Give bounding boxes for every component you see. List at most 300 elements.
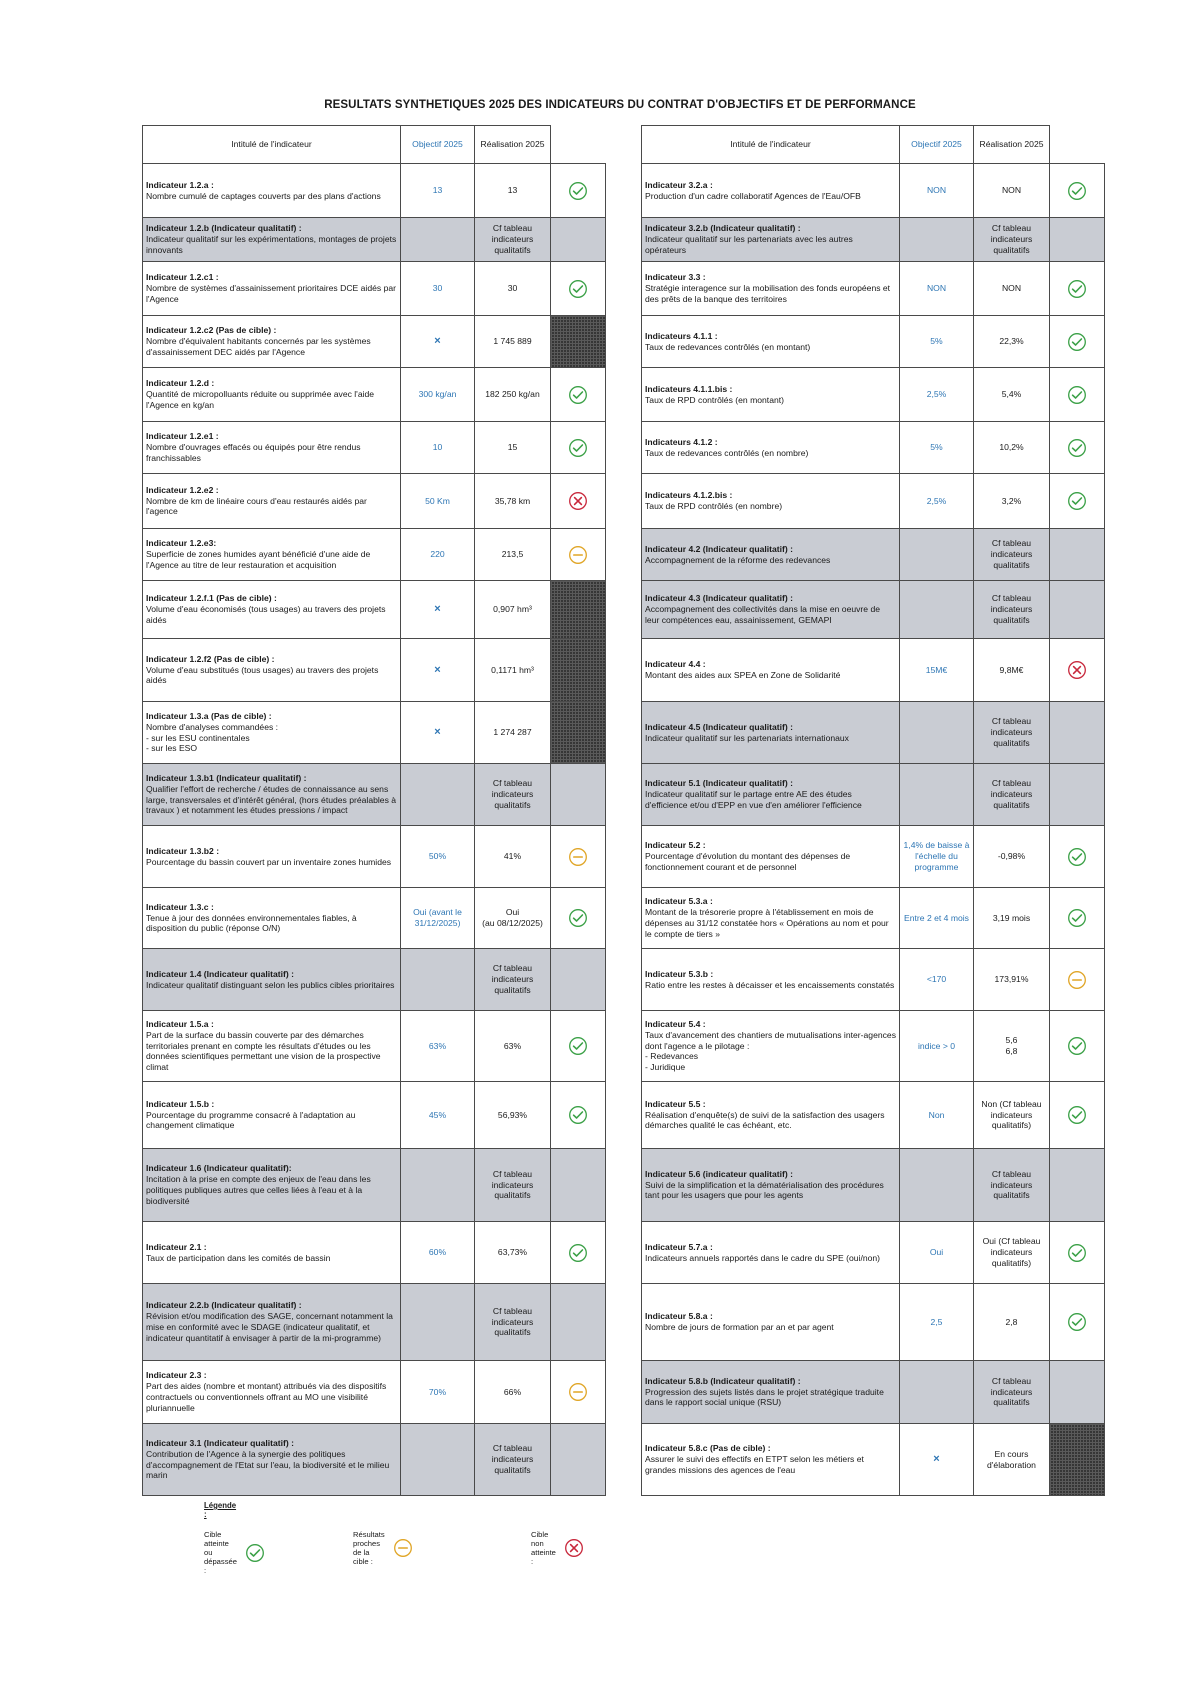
indicator-title: Indicateurs 4.1.1.bis : <box>645 383 733 394</box>
minus-circle-icon <box>552 545 604 565</box>
indicator-description: Pourcentage du programme consacré à l'adaptation au changement climatique <box>146 1109 356 1131</box>
indicator-title: Indicateur 1.6 (Indicateur qualitatif): <box>146 1163 292 1174</box>
indicator-description: Volume d'eau économisés (tous usages) au travers des projets aidés <box>146 604 386 625</box>
indicator-title: Indicateur 3.3 : <box>645 272 706 283</box>
indicator-cell <box>642 1149 900 1222</box>
objective-cell: 13 <box>401 164 475 218</box>
check-circle-icon <box>1051 332 1103 352</box>
table-header-row <box>642 126 1105 164</box>
table-row <box>642 888 1105 949</box>
indicator-description: Indicateur qualitatif sur les partenariats internationaux <box>645 732 849 743</box>
status-cell <box>551 1424 606 1496</box>
indicator-title: Indicateur 1.2.c1 : <box>146 272 219 283</box>
indicator-description: Suivi de la simplification et la dématérialisation des procédures tant pour les usagers que pour les agents <box>645 1179 884 1201</box>
cross-circle-icon <box>552 491 604 511</box>
status-cell <box>551 581 606 639</box>
indicator-description: Réalisation d'enquête(s) de suivi de la satisfaction des usagers démarches qualité le cas échéant, etc. <box>645 1109 885 1131</box>
legend-item-not-achieved <box>531 1530 584 1566</box>
indicator-cell <box>143 702 401 764</box>
status-cell <box>551 262 606 316</box>
realisation-cell: 3,2% <box>974 474 1050 529</box>
indicator-title: Indicateurs 4.1.2 : <box>645 436 718 447</box>
objective-cell: 300 kg/an <box>401 368 475 422</box>
table-row <box>143 639 606 702</box>
table-row <box>642 316 1105 368</box>
realisation-cell: Cf tableau indicateurs qualitatifs <box>974 702 1050 764</box>
table-row <box>642 529 1105 581</box>
status-cell <box>1050 316 1105 368</box>
objective-cell: 70% <box>401 1361 475 1424</box>
indicator-title: Indicateur 5.5 : <box>645 1098 706 1109</box>
check-circle-icon <box>552 1105 604 1125</box>
indicator-cell <box>642 826 900 888</box>
indicator-title: Indicateur 2.2.b (Indicateur qualitatif) : <box>146 1300 302 1311</box>
check-circle-icon <box>1051 181 1103 201</box>
indicator-title: Indicateur 1.2.d : <box>146 378 215 389</box>
indicator-title: Indicateur 1.2.f.1 (Pas de cible) : <box>146 593 277 604</box>
indicator-description: Part de la surface du bassin couverte par des démarches territoriales prenant en compte les résultats d'études ou les données scientifiques permettant une vision de la prospective climat <box>146 1029 381 1073</box>
status-cell <box>1050 218 1105 262</box>
status-cell <box>551 368 606 422</box>
indicator-description: Tenue à jour des données environnementales fiables, à disposition du public (réponse O/N) <box>146 912 357 934</box>
objective-cell: Oui <box>900 1222 974 1284</box>
status-cell <box>551 826 606 888</box>
table-row <box>642 164 1105 218</box>
indicator-cell <box>143 262 401 316</box>
indicator-description: Taux de redevances contrôlés (en nombre) <box>645 447 809 458</box>
table-row <box>143 888 606 949</box>
indicator-cell <box>143 764 401 826</box>
realisation-cell: 10,2% <box>974 422 1050 474</box>
check-circle-icon <box>1051 1105 1103 1125</box>
header-status <box>551 126 606 164</box>
status-cell <box>551 218 606 262</box>
indicator-title: Indicateur 1.2.c2 (Pas de cible) : <box>146 325 277 336</box>
indicator-title: Indicateur 5.2 : <box>645 840 706 851</box>
realisation-cell: NON <box>974 262 1050 316</box>
status-cell <box>1050 1011 1105 1082</box>
status-cell <box>551 1082 606 1149</box>
indicator-cell <box>642 422 900 474</box>
status-cell <box>551 764 606 826</box>
indicator-title: Indicateur 4.2 (Indicateur qualitatif) : <box>645 543 794 554</box>
table-row <box>143 368 606 422</box>
indicator-title: Indicateur 5.8.b (Indicateur qualitatif) : <box>645 1375 801 1386</box>
objective-cell: NON <box>900 262 974 316</box>
minus-circle-icon <box>552 847 604 867</box>
check-circle-icon <box>552 279 604 299</box>
status-cell <box>551 529 606 581</box>
indicator-title: Indicateur 4.5 (Indicateur qualitatif) : <box>645 721 794 732</box>
status-cell <box>1050 1361 1105 1424</box>
indicator-title: Indicateur 1.2.e3: <box>146 538 217 549</box>
realisation-cell: 173,91% <box>974 949 1050 1011</box>
no-target-icon: × <box>434 335 441 348</box>
indicator-description: Taux de redevances contrôlés (en montant) <box>645 341 811 352</box>
no-target-icon: × <box>434 663 441 676</box>
indicator-title: Indicateur 1.3.c : <box>146 901 214 912</box>
check-circle-icon <box>552 1036 604 1056</box>
legend-label: Cible non atteinte : <box>531 1530 556 1566</box>
table-row <box>642 422 1105 474</box>
table-row <box>143 164 606 218</box>
check-circle-icon <box>1051 491 1103 511</box>
objective-cell <box>900 529 974 581</box>
indicator-description: Pourcentage d'évolution du montant des dépenses de fonctionnement courant et de personnel <box>645 851 851 872</box>
status-cell <box>1050 1082 1105 1149</box>
indicator-title: Indicateur 2.3 : <box>146 1370 207 1381</box>
indicator-title: Indicateur 1.5.b : <box>146 1098 215 1109</box>
table-row <box>642 1149 1105 1222</box>
status-cell <box>1050 888 1105 949</box>
header-name: Intitulé de l'indicateur <box>143 126 401 164</box>
indicator-cell <box>143 218 401 262</box>
realisation-cell: Cf tableau indicateurs qualitatifs <box>974 764 1050 826</box>
indicator-cell <box>143 529 401 581</box>
realisation-cell: 63,73% <box>475 1222 551 1284</box>
objective-cell: 2,5% <box>900 474 974 529</box>
realisation-cell: 35,78 km <box>475 474 551 529</box>
indicator-title: Indicateur 4.4 : <box>645 659 706 670</box>
realisation-cell: 2,8 <box>974 1284 1050 1361</box>
indicator-description: Nombre d'analyses commandées : - sur les ESU continentales - sur les ESO <box>146 721 279 754</box>
objective-cell: 5% <box>900 316 974 368</box>
page-title: RESULTATS SYNTHETIQUES 2025 DES INDICATEURS DU CONTRAT D'OBJECTIFS ET DE PERFORMANCE <box>324 99 916 111</box>
indicator-cell <box>143 1011 401 1082</box>
indicator-title: Indicateurs 4.1.1 : <box>645 330 718 341</box>
minus-circle-icon <box>1051 970 1103 990</box>
table-row <box>143 764 606 826</box>
status-cell <box>551 474 606 529</box>
indicator-title: Indicateur 5.8.c (Pas de cible) : <box>645 1443 771 1454</box>
indicator-description: Quantité de micropolluants réduite ou supprimée avec l'aide l'Agence en kg/an <box>146 389 375 410</box>
realisation-cell: Cf tableau indicateurs qualitatifs <box>475 764 551 826</box>
realisation-cell: Non (Cf tableau indicateurs qualitatifs) <box>974 1082 1050 1149</box>
indicator-cell <box>143 1082 401 1149</box>
table-row <box>143 949 606 1011</box>
objective-cell: 2,5% <box>900 368 974 422</box>
objective-cell: 15M€ <box>900 639 974 702</box>
status-cell <box>1050 1149 1105 1222</box>
table-row <box>642 1082 1105 1149</box>
check-circle-icon <box>1051 385 1103 405</box>
status-cell <box>1050 639 1105 702</box>
indicator-description: Production d'un cadre collaboratif Agences de l'Eau/OFB <box>645 190 861 201</box>
minus-circle-icon <box>393 1538 413 1558</box>
indicator-title: Indicateur 1.2.e2 : <box>146 484 219 495</box>
indicator-description: Indicateur qualitatif sur les expérimentations, montages de projets innovants <box>146 234 397 255</box>
status-cell <box>551 164 606 218</box>
realisation-cell: Cf tableau indicateurs qualitatifs <box>974 529 1050 581</box>
indicator-cell <box>143 581 401 639</box>
status-cell <box>1050 1424 1105 1496</box>
table-row <box>143 1284 606 1361</box>
indicator-title: Indicateur 3.2.b (Indicateur qualitatif) : <box>645 223 801 234</box>
table-row <box>143 218 606 262</box>
indicator-description: Indicateur qualitatif sur le partage entre AE des études d'efficience et/ou d'EPP en vue d'en améliorer l'efficience <box>645 789 862 810</box>
indicator-description: Nombre cumulé de captages couverts par des plans d'actions <box>146 190 381 201</box>
indicator-cell <box>642 1222 900 1284</box>
status-cell <box>1050 164 1105 218</box>
header-realisation: Réalisation 2025 <box>475 126 551 164</box>
indicator-description: Contribution de l'Agence à la synergie des politiques d'accompagnement de l'Etat sur l'eau, la biodiversité et le milieu marin <box>146 1448 390 1481</box>
table-row <box>143 1222 606 1284</box>
indicator-cell <box>143 1424 401 1496</box>
realisation-cell: Oui (au 08/12/2025) <box>475 888 551 949</box>
table-row <box>143 474 606 529</box>
status-cell <box>1050 368 1105 422</box>
indicator-cell <box>642 164 900 218</box>
realisation-cell: 182 250 kg/an <box>475 368 551 422</box>
objective-cell <box>900 702 974 764</box>
indicator-description: Indicateur qualitatif sur les partenariats avec les autres opérateurs <box>645 234 853 255</box>
realisation-cell: Cf tableau indicateurs qualitatifs <box>475 1149 551 1222</box>
indicator-description: Assurer le suivi des effectifs en ETPT selon les métiers et grandes missions des agences de l'eau <box>645 1454 864 1475</box>
indicator-cell <box>642 218 900 262</box>
no-target-icon: × <box>434 726 441 739</box>
objective-cell: Oui (avant le 31/12/2025) <box>401 888 475 949</box>
check-circle-icon <box>1051 847 1103 867</box>
realisation-cell: 5,4% <box>974 368 1050 422</box>
realisation-cell: 15 <box>475 422 551 474</box>
indicator-title: Indicateurs 4.1.2.bis : <box>645 490 733 501</box>
objective-cell <box>900 1149 974 1222</box>
table-row <box>642 1011 1105 1082</box>
status-cell <box>551 1361 606 1424</box>
indicator-cell <box>143 474 401 529</box>
realisation-cell: 13 <box>475 164 551 218</box>
table-row <box>642 1424 1105 1496</box>
indicator-cell <box>642 1082 900 1149</box>
cross-circle-icon <box>1051 660 1103 680</box>
indicator-cell <box>143 888 401 949</box>
indicator-description: Indicateur qualitatif distinguant selon les publics cibles prioritaires <box>146 979 395 990</box>
indicator-cell <box>143 1149 401 1222</box>
status-cell <box>1050 581 1105 639</box>
legend-label: Cible atteinte ou dépassée : <box>204 1530 237 1575</box>
indicator-title: Indicateur 5.8.a : <box>645 1311 713 1322</box>
realisation-cell: Oui (Cf tableau indicateurs qualitatifs) <box>974 1222 1050 1284</box>
table-row <box>143 1082 606 1149</box>
realisation-cell: -0,98% <box>974 826 1050 888</box>
objective-cell: 45% <box>401 1082 475 1149</box>
indicator-cell <box>642 262 900 316</box>
indicator-cell <box>642 888 900 949</box>
indicator-title: Indicateur 5.3.b : <box>645 968 714 979</box>
realisation-cell: 22,3% <box>974 316 1050 368</box>
objective-cell: 50 Km <box>401 474 475 529</box>
indicator-title: Indicateur 1.3.a (Pas de cible) : <box>146 710 272 721</box>
indicators-table-right <box>641 125 1105 1496</box>
table-row <box>642 702 1105 764</box>
realisation-cell: 9,8M€ <box>974 639 1050 702</box>
realisation-cell: 1 745 889 <box>475 316 551 368</box>
indicator-cell <box>642 1011 900 1082</box>
indicator-cell <box>642 1284 900 1361</box>
indicator-description: Accompagnement des collectivités dans la mise en oeuvre de leur compétences eau, assainissement, GEMAPI <box>645 604 881 625</box>
objective-cell: 1,4% de baisse à l'échelle du programme <box>900 826 974 888</box>
objective-cell: NON <box>900 164 974 218</box>
indicator-description: Montant de la trésorerie propre à l'établissement en mois de dépenses au 31/12 constatée hors « Opérations au nom et pour le compte de tiers » <box>645 907 889 939</box>
realisation-cell: Cf tableau indicateurs qualitatifs <box>475 218 551 262</box>
no-target-icon: × <box>933 1453 940 1466</box>
realisation-cell: Cf tableau indicateurs qualitatifs <box>974 1361 1050 1424</box>
check-circle-icon <box>1051 279 1103 299</box>
realisation-cell: NON <box>974 164 1050 218</box>
status-cell <box>1050 949 1105 1011</box>
indicator-cell <box>143 949 401 1011</box>
realisation-cell: 66% <box>475 1361 551 1424</box>
header-objectif: Objectif 2025 <box>401 126 475 164</box>
table-row <box>642 949 1105 1011</box>
objective-cell <box>401 764 475 826</box>
minus-circle-icon <box>552 1382 604 1402</box>
table-row <box>143 262 606 316</box>
check-circle-icon <box>552 438 604 458</box>
objective-cell <box>900 1361 974 1424</box>
realisation-cell: 56,93% <box>475 1082 551 1149</box>
objective-cell: 60% <box>401 1222 475 1284</box>
check-circle-icon <box>1051 908 1103 928</box>
indicator-description: Montant des aides aux SPEA en Zone de Solidarité <box>645 670 841 680</box>
objective-cell: indice > 0 <box>900 1011 974 1082</box>
no-target-icon: × <box>434 603 441 616</box>
objective-cell <box>401 218 475 262</box>
check-circle-icon <box>1051 1036 1103 1056</box>
table-row <box>642 218 1105 262</box>
indicator-description: Nombre de systèmes d'assainissement prioritaires DCE aidés par l'Agence <box>146 283 397 304</box>
objective-cell: 2,5 <box>900 1284 974 1361</box>
indicator-cell <box>642 949 900 1011</box>
check-circle-icon <box>245 1543 265 1563</box>
indicator-cell <box>642 581 900 639</box>
indicator-description: Stratégie interagence sur la mobilisation des fonds européens et des prêts de la banque des territoires <box>645 283 891 304</box>
indicator-title: Indicateur 2.1 : <box>146 1241 207 1252</box>
realisation-cell: Cf tableau indicateurs qualitatifs <box>475 1424 551 1496</box>
objective-cell: 50% <box>401 826 475 888</box>
objective-cell <box>900 764 974 826</box>
indicator-description: Taux d'avancement des chantiers de mutualisations inter-agences dont l'agence a le pilotage : - Redevances - Juridique <box>645 1029 897 1073</box>
realisation-cell: En cours d'élaboration <box>974 1424 1050 1496</box>
indicator-cell <box>642 1424 900 1496</box>
indicator-cell <box>642 1361 900 1424</box>
objective-cell: 220 <box>401 529 475 581</box>
indicator-description: Accompagnement de la réforme des redevances <box>645 554 831 565</box>
indicator-title: Indicateur 3.2.a : <box>645 179 713 190</box>
header-name: Intitulé de l'indicateur <box>642 126 900 164</box>
status-cell <box>551 1284 606 1361</box>
status-cell <box>551 1011 606 1082</box>
realisation-cell: Cf tableau indicateurs qualitatifs <box>475 1284 551 1361</box>
table-header-row <box>143 126 606 164</box>
indicator-description: Nombre de km de linéaire cours d'eau restaurés aidés par l'agence <box>146 495 367 517</box>
table-row <box>642 368 1105 422</box>
header-status <box>1050 126 1105 164</box>
realisation-cell: 41% <box>475 826 551 888</box>
indicator-title: Indicateur 5.3.a : <box>645 896 713 907</box>
check-circle-icon <box>552 181 604 201</box>
indicator-cell <box>642 702 900 764</box>
indicator-title: Indicateur 1.2.f2 (Pas de cible) : <box>146 653 275 664</box>
cross-circle-icon <box>564 1538 584 1558</box>
indicator-cell <box>143 639 401 702</box>
indicator-cell <box>642 316 900 368</box>
check-circle-icon <box>552 385 604 405</box>
objective-cell: 5% <box>900 422 974 474</box>
status-cell <box>551 949 606 1011</box>
legend-title: Légende : <box>204 1501 237 1519</box>
table-row <box>143 826 606 888</box>
table-row <box>642 1284 1105 1361</box>
objective-cell <box>401 316 475 368</box>
indicator-description: Incitation à la prise en compte des enjeux de l'eau dans les politiques publiques autres que celles liées à l'eau et à la biodiversité <box>146 1174 371 1206</box>
objective-cell: 63% <box>401 1011 475 1082</box>
realisation-cell: 0,1171 hm³ <box>475 639 551 702</box>
indicator-description: Indicateurs annuels rapportés dans le cadre du SPE (oui/non) <box>645 1252 881 1263</box>
objective-cell <box>900 581 974 639</box>
table-row <box>143 529 606 581</box>
legend-item-achieved <box>204 1530 265 1575</box>
table-row <box>642 262 1105 316</box>
indicator-cell <box>143 1222 401 1284</box>
legend-label: Résultats proches de la cible : <box>353 1530 385 1566</box>
table-row <box>143 422 606 474</box>
realisation-cell: 30 <box>475 262 551 316</box>
status-cell <box>551 1222 606 1284</box>
legend-item-close <box>353 1530 413 1566</box>
table-row <box>642 474 1105 529</box>
indicator-title: Indicateur 1.2.a : <box>146 179 214 190</box>
indicator-title: Indicateur 3.1 (Indicateur qualitatif) : <box>146 1437 295 1448</box>
table-row <box>143 581 606 639</box>
indicator-title: Indicateur 1.5.a : <box>146 1019 214 1029</box>
indicator-title: Indicateur 4.3 (Indicateur qualitatif) : <box>645 593 794 604</box>
header-objectif: Objectif 2025 <box>900 126 974 164</box>
indicator-description: Part des aides (nombre et montant) attribués via des dispositifs contractuels ou conventionnels offrant au MO une visibilité pluriannuelle <box>146 1381 387 1413</box>
indicator-cell <box>642 368 900 422</box>
indicator-description: Ratio entre les restes à décaisser et les encaissements constatés <box>645 979 895 990</box>
realisation-cell: 5,6 6,8 <box>974 1011 1050 1082</box>
indicators-table-left <box>142 125 606 1496</box>
objective-cell: Entre 2 et 4 mois <box>900 888 974 949</box>
status-cell <box>551 422 606 474</box>
indicator-cell <box>143 316 401 368</box>
indicator-title: Indicateur 5.6 (indicateur qualitatif) : <box>645 1168 794 1179</box>
objective-cell <box>401 639 475 702</box>
indicator-description: Nombre d'équivalent habitants concernés par les systèmes d'assainissement DEC aidés par l'Agence <box>146 336 371 357</box>
objective-cell <box>401 1424 475 1496</box>
indicator-cell <box>642 639 900 702</box>
indicator-title: Indicateur 5.7.a : <box>645 1241 713 1252</box>
table-row <box>642 1222 1105 1284</box>
table-row <box>642 826 1105 888</box>
indicator-description: Révision et/ou modification des SAGE, concernant notamment la mise en conformité avec le SDAGE (indicateur qualitatif, et indicateur quantitatif à envisager à partir de la mi-programme) <box>146 1311 393 1343</box>
objective-cell <box>401 1284 475 1361</box>
indicator-cell <box>642 764 900 826</box>
table-row <box>642 639 1105 702</box>
realisation-cell: Cf tableau indicateurs qualitatifs <box>475 949 551 1011</box>
objective-cell: Non <box>900 1082 974 1149</box>
realisation-cell: 0,907 hm³ <box>475 581 551 639</box>
status-cell <box>551 639 606 702</box>
indicator-cell <box>143 1361 401 1424</box>
table-row <box>143 1361 606 1424</box>
status-cell <box>551 888 606 949</box>
objective-cell <box>401 581 475 639</box>
indicator-cell <box>642 529 900 581</box>
table-row <box>143 1149 606 1222</box>
indicator-cell <box>143 826 401 888</box>
